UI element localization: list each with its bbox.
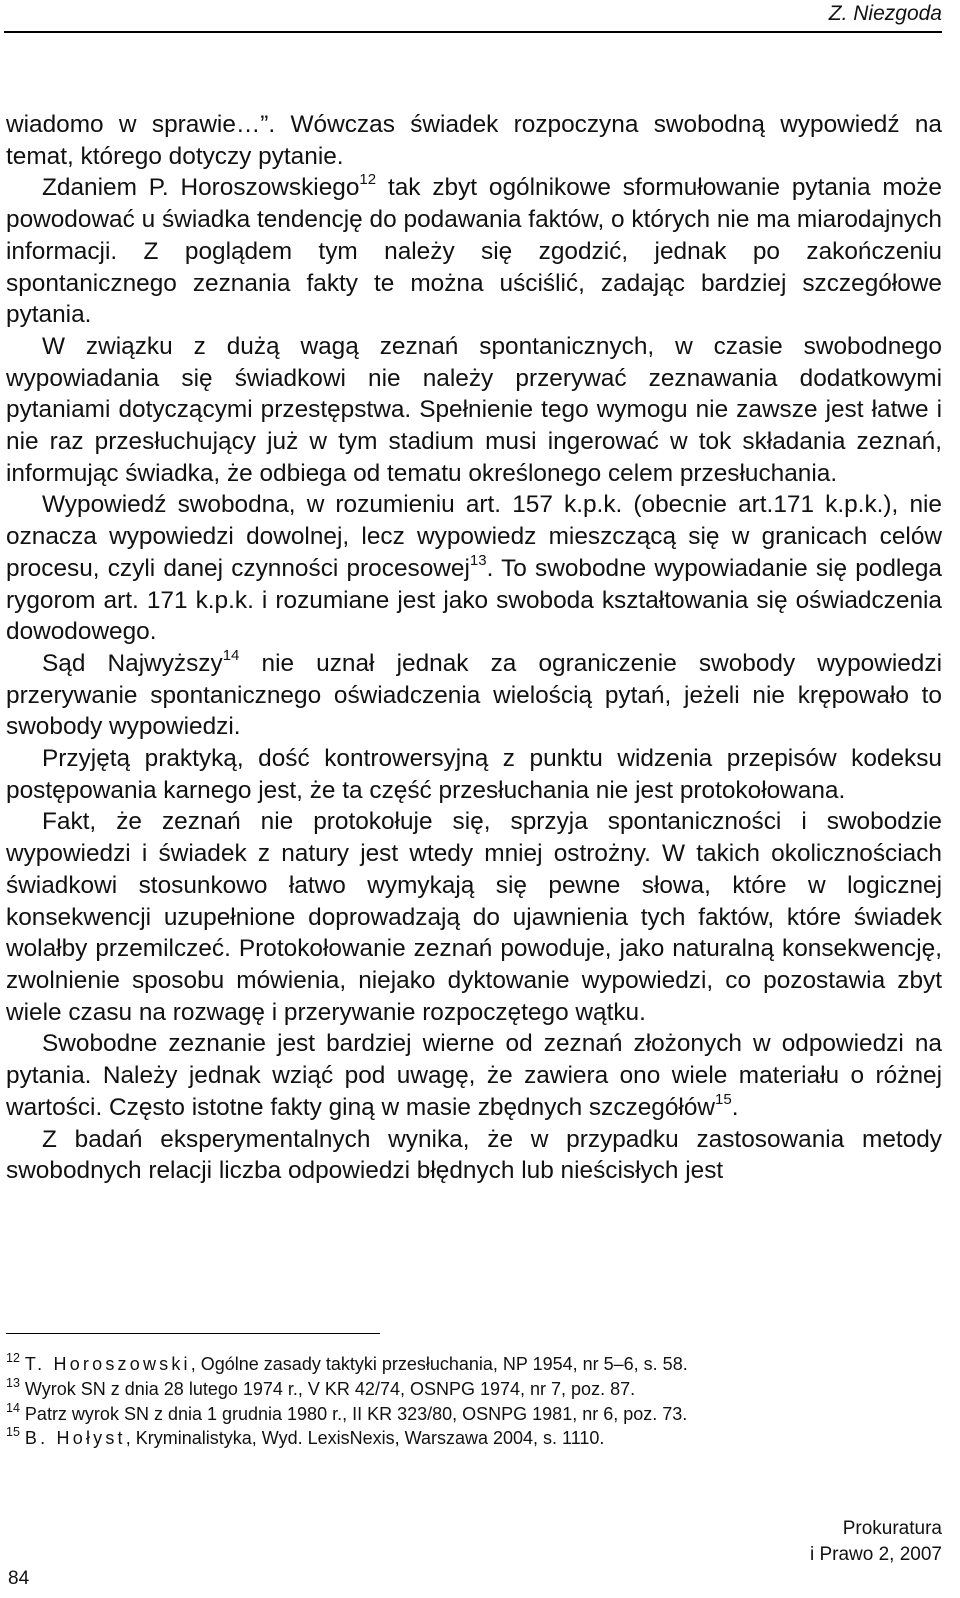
footnote-text: Wyrok SN z dnia 28 lutego 1974 r., V KR 42/74, OSNPG 1974, nr 7, poz. 87. bbox=[24, 1378, 636, 1399]
paragraph-text: Zdaniem P. Horoszowskiego bbox=[42, 174, 360, 202]
footnote-14 bbox=[6, 1402, 942, 1427]
paragraph-text: tak zbyt ogólnikowe sformułowanie pytania może powodować u świadka tendencję do podawania faktów, o których nie ma miarodajnych informacji. Z poglądem tym należy się zgodzić, jednak po zakończeniu spontanicznego zeznania fakty te można uściślić, zadając bardziej szczegółowe pytania. bbox=[6, 174, 942, 329]
paragraph-text: . To swobodne wypowiadanie się podlega rygorom art. 171 k.p.k. i rozumiane jest jako swoboda kształtowania się oświadczenia dowodowego. bbox=[6, 554, 942, 646]
footnote-author: B. Hołyst bbox=[24, 1428, 126, 1449]
paragraph-text: Sąd Najwyższy bbox=[42, 649, 223, 677]
footnote-number: 12 bbox=[6, 1351, 20, 1365]
paragraph bbox=[6, 172, 942, 331]
paragraph-text: Swobodne zeznanie jest bardziej wierne od zeznań złożonych w odpowiedzi na pytania. Należy jednak wziąć pod uwagę, że zawiera ono wiele materiału o różnej wartości. Często istotne fakty giną w masie zbędnych szczegółów bbox=[6, 1030, 942, 1121]
footnote-ref[interactable]: 15 bbox=[715, 1090, 732, 1108]
article-body bbox=[6, 109, 942, 1187]
paragraph-text: nie uznał jednak za ograniczenie swobody wypowiedzi przerywanie spontanicznego oświadczenia wielością pytań, jeżeli nie krępowało to swobody wypowiedzi. bbox=[6, 649, 942, 741]
paragraph: Przyjętą praktyką, dość kontrowersyjną z punktu widzenia przepisów kodeksu postępowania karnego jest, że ta część przesłuchania nie jest protokołowana. bbox=[6, 745, 942, 804]
footnote-ref[interactable]: 13 bbox=[469, 551, 487, 569]
paragraph: Fakt, że zeznań nie protokołuje się, sprzyja spontaniczności i swobodzie wypowiedzi i świadek z natury jest wtedy mniej ostrożny. W takich okolicznościach świadkowi stosunkowo łatwo wymykają się pewne słowa, które w logicznej konsekwencji uzupełnione doprowadzają do ujawnienia tych faktów, które świadek wolałby przemilczeć. Protokołowanie zeznań powoduje, jako naturalną konsekwencję, zwolnienie sposobu mówienia, niejako dyktowanie wypowiedzi, co pozostawia zbyt wiele czasu na rozwagę i przerywanie rozpoczętego wątku. bbox=[6, 808, 942, 1026]
journal-name bbox=[810, 1516, 942, 1568]
footnote-number: 15 bbox=[6, 1425, 20, 1440]
footnote-12 bbox=[6, 1352, 942, 1377]
paragraph bbox=[6, 1028, 942, 1123]
journal-title: Prokuratura bbox=[842, 1518, 942, 1539]
paragraph bbox=[6, 489, 942, 648]
footnotes bbox=[6, 1352, 942, 1451]
footnote-text: , Kryminalistyka, Wyd. LexisNexis, Warszawa 2004, s. 1110. bbox=[125, 1428, 605, 1449]
header-divider bbox=[4, 31, 942, 33]
paragraph: wiadomo w sprawie…”. Wówczas świadek rozpoczyna swobodną wypowiedź na temat, którego dotyczy pytanie. bbox=[6, 111, 942, 170]
paragraph: Z badań eksperymentalnych wynika, że w przypadku zastosowania metody swobodnych relacji liczba odpowiedzi błędnych lub nieścisłych jest bbox=[6, 1125, 942, 1185]
footnote-15 bbox=[6, 1426, 942, 1451]
footnote-text: , Ogólne zasady taktyki przesłuchania, NP 1954, nr 5–6, s. 58. bbox=[190, 1354, 688, 1374]
footnote-number: 14 bbox=[6, 1400, 20, 1415]
footnote-ref[interactable]: 14 bbox=[222, 646, 240, 664]
paragraph bbox=[6, 648, 942, 743]
running-header-author: Z. Niezgoda bbox=[828, 2, 942, 25]
footnote-13 bbox=[6, 1377, 942, 1402]
footnote-ref[interactable]: 12 bbox=[359, 171, 377, 189]
page-number: 84 bbox=[8, 1568, 30, 1589]
footnote-number: 13 bbox=[6, 1375, 20, 1390]
paragraph-text: Wypowiedź swobodna, w rozumieniu art. 157 k.p.k. (obecnie art.171 k.p.k.), nie oznacza wypowiedzi dowolnej, lecz wypowiedz mieszczącą się w granicach celów procesu, czyli danej czynności procesowej bbox=[6, 491, 942, 582]
footnote-divider bbox=[6, 1333, 380, 1334]
paragraph-text: . bbox=[731, 1093, 739, 1121]
paragraph: W związku z dużą wagą zeznań spontanicznych, w czasie swobodnego wypowiadania się świadkowi nie należy przerywać zeznawania dodatkowymi pytaniami dotyczącymi przestępstwa. Spełnienie tego wymogu nie zawsze jest łatwe i nie raz przesłuchujący już w tym stadium musi ingerować w tok składania zeznań, informując świadka, że odbiega od tematu określonego celem przesłuchania. bbox=[6, 332, 942, 487]
footnote-author: T. Horoszowski bbox=[24, 1354, 191, 1374]
journal-issue: i Prawo 2, 2007 bbox=[809, 1544, 942, 1565]
footnote-text: Patrz wyrok SN z dnia 1 grudnia 1980 r., II KR 323/80, OSNPG 1981, nr 6, poz. 73. bbox=[24, 1403, 688, 1424]
